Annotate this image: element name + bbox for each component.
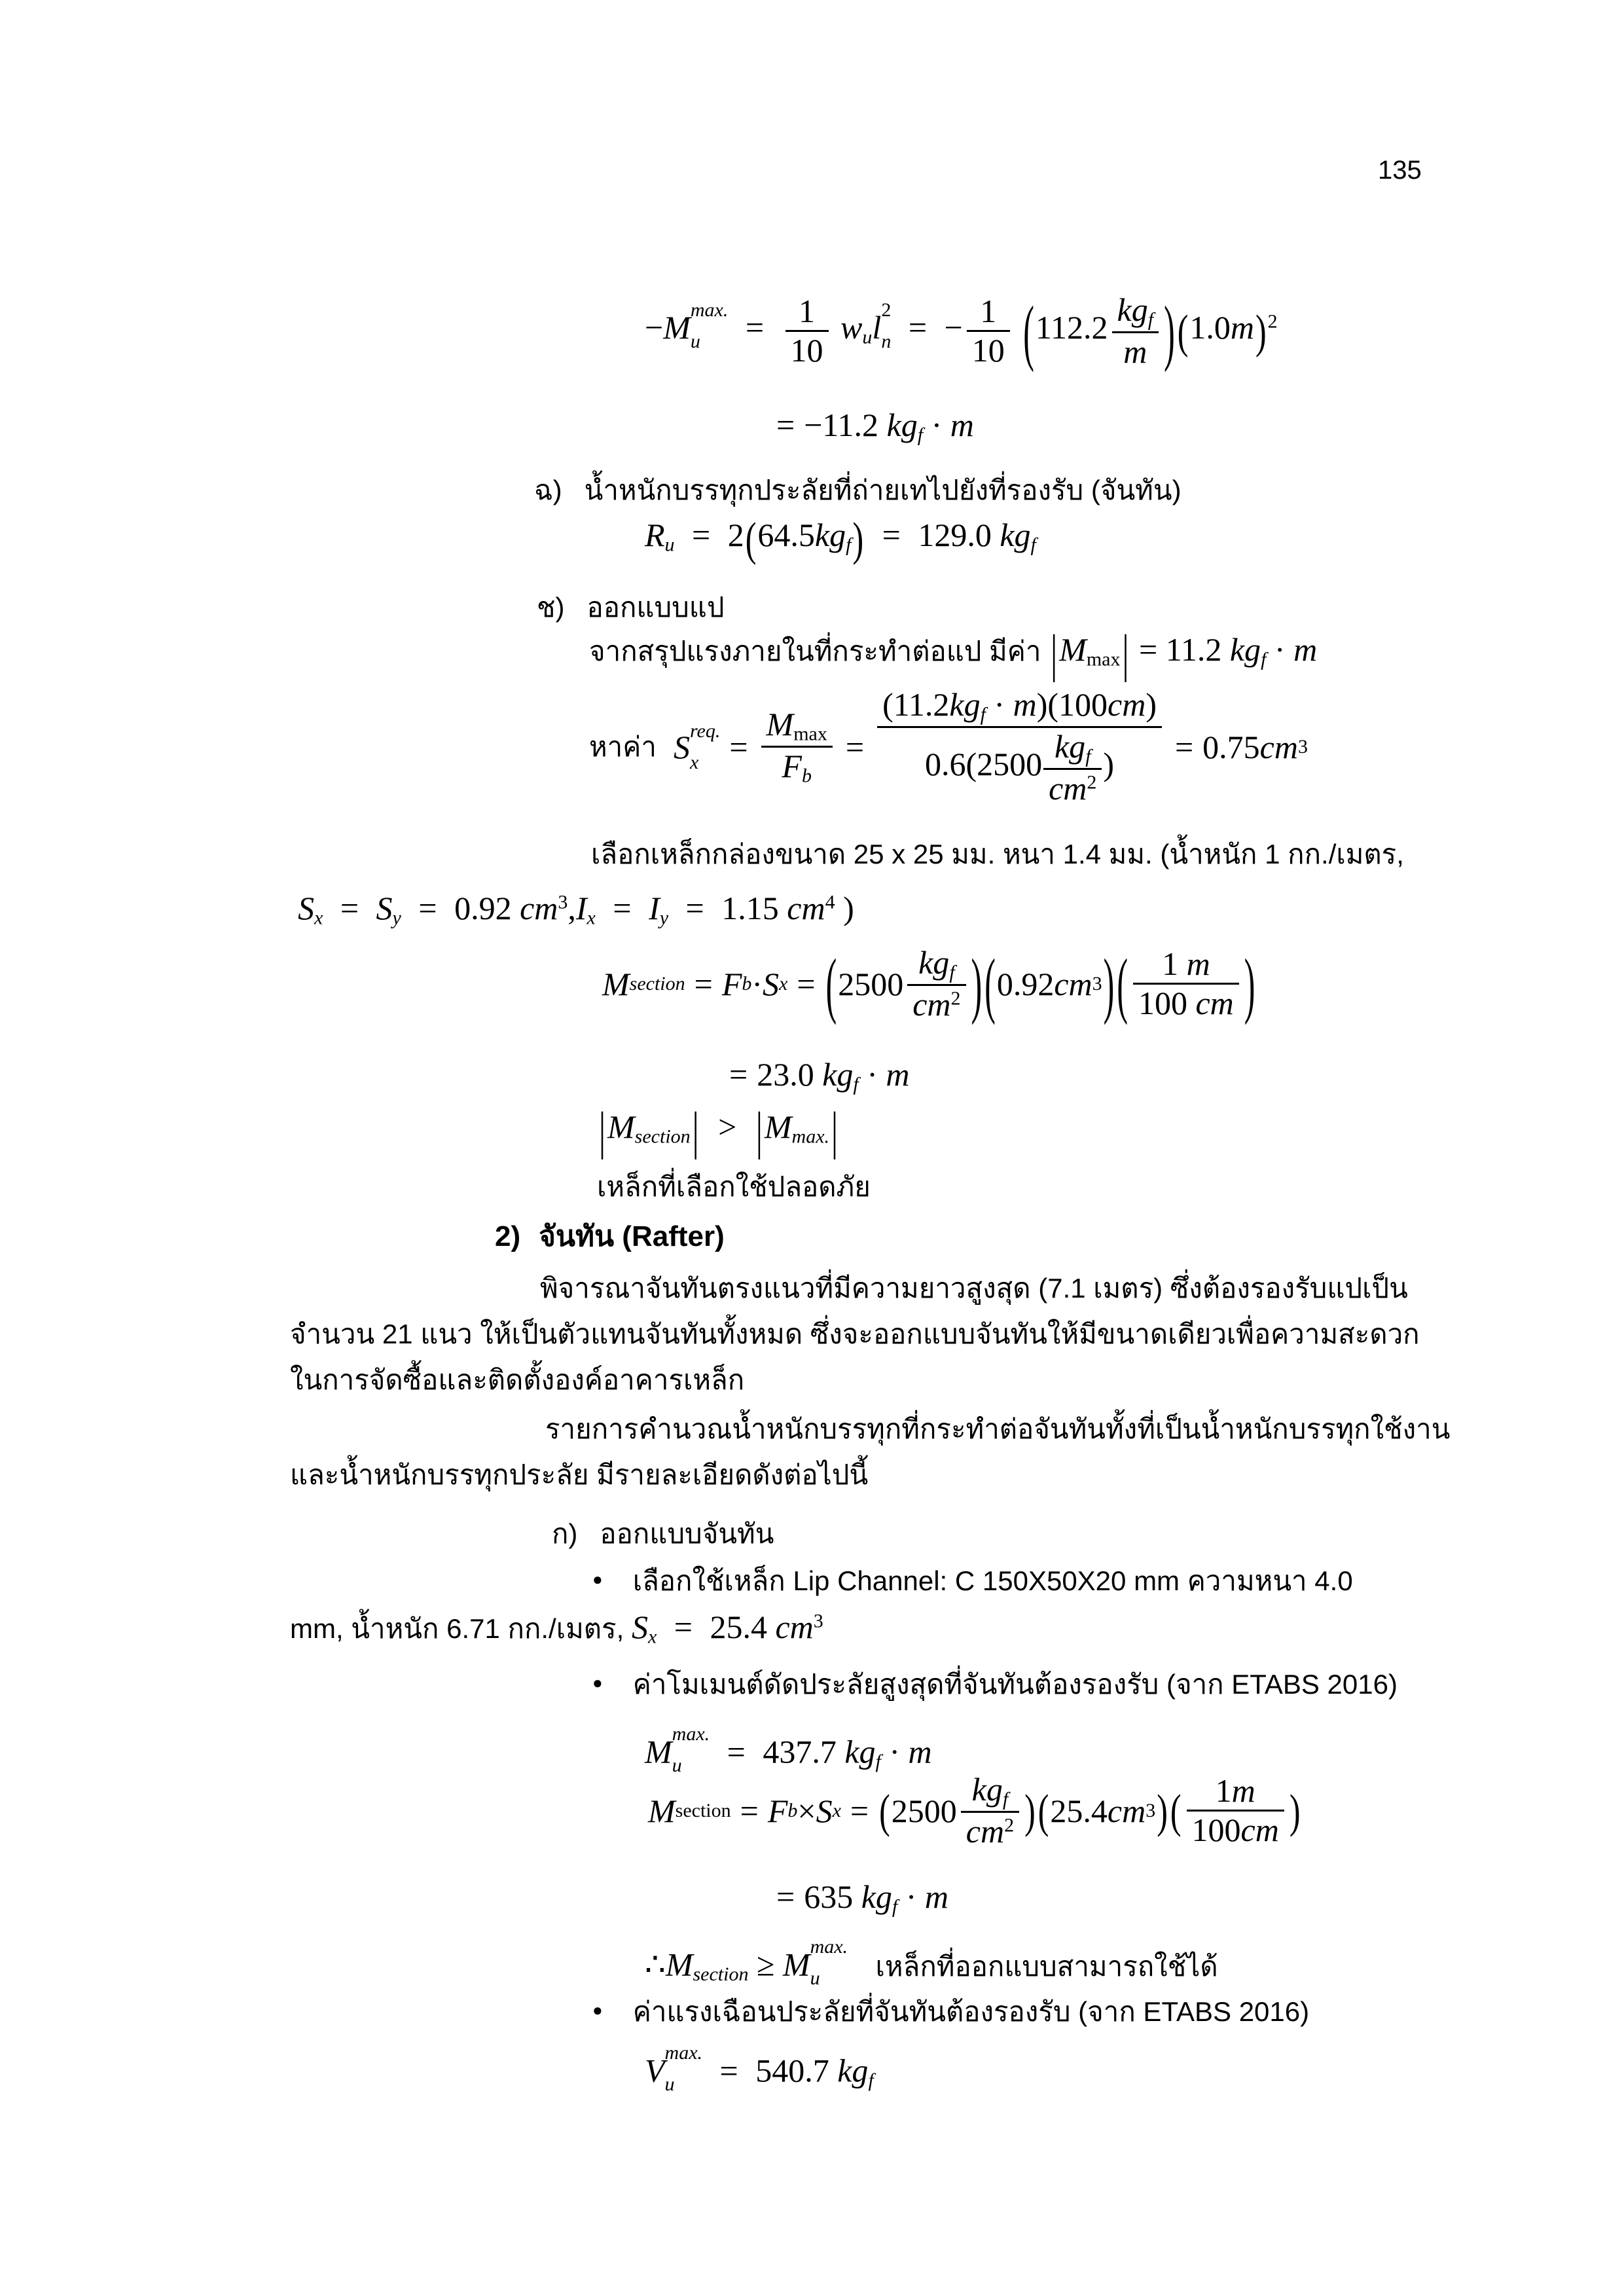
bullet-icon: ● — [592, 2000, 603, 2020]
bullet-text: ค่าโมเมนต์ดัดประลัยสูงสุดที่จันทันต้องรองรับ (จาก ETABS 2016) — [632, 1669, 1398, 1700]
fraction-one-tenth: $\frac{1}{10}$ — [785, 293, 829, 370]
page-number: 135 — [1378, 156, 1422, 185]
coefficient: 112.2 — [1035, 309, 1108, 346]
bullet-text: ค่าแรงเฉือนประลัยที่จันทันต้องรองรับ (จาก ETABS 2016) — [632, 1996, 1310, 2027]
bullet-1-continuation — [290, 1607, 823, 1650]
line-select-box-steel: เลือกเหล็กกล่องขนาด 25 x 25 มม. หนา 1.4 มม. (น้ำหนัก 1 กก./เมตร, — [591, 839, 1404, 869]
big-right-paren: ) — [1164, 289, 1175, 373]
design-ok-text: เหล็กที่ออกแบบสามารถใช้ได้ — [875, 1950, 1218, 1982]
eq-negative-moment: −M max. u = $\frac{1}{10}$ wul 2 n = − $\frac{1}{10}$ (112.2 kgf m )$(1.0m)^2$ — [645, 291, 1278, 371]
heading-text: จันทัน (Rafter) — [539, 1220, 725, 1252]
fraction-Mmax-Fb: Mmax Fb — [761, 706, 833, 788]
item-label: ก) — [552, 1518, 578, 1549]
item-text: น้ำหนักบรรทุกประลัยที่ถ่ายเทไปยังที่รองรับ (จันทัน) — [584, 475, 1182, 505]
therefore-sign: ∴ — [645, 1946, 666, 1983]
eq-max-moment-inline: |Mmax| = 11.2 kgf · m — [1051, 623, 1318, 683]
modulus-value: 25.4 — [710, 1609, 767, 1645]
line-internal-force-summary — [589, 623, 1318, 683]
paragraph-4: รายการคำนวณน้ำหนักบรรทุกที่กระทำต่อจันทันทั้งที่เป็นน้ำหนักบรรทุกใช้งาน — [545, 1413, 1451, 1444]
supsub-max-u: max. u — [672, 1723, 710, 1776]
paragraph-3: ในการจัดซื้อและติดตั้งองค์อาคารเหล็ก — [290, 1364, 745, 1395]
big-left-paren: ( — [1023, 289, 1034, 373]
item-kor — [552, 1512, 774, 1556]
minus-sign: − — [645, 309, 664, 346]
eq-reaction: Ru = 2(64.5kgf) = 129.0 kgf — [645, 511, 1036, 566]
fraction-kgf-per-m: kgf m — [1112, 291, 1159, 371]
dot-operator: · — [931, 407, 943, 443]
bullet-icon: ● — [592, 1673, 603, 1693]
greater-than-sign: > — [718, 1108, 737, 1145]
paragraph-1: พิจารณาจันทันตรงแนวที่มีความยาวสูงสุด (7.1 เมตร) ซึ่งต้องรองรับแปเป็น — [540, 1273, 1408, 1303]
var-S: S — [673, 728, 690, 765]
eq-required-section-modulus: หาค่า S req. x = Mmax Fb = (11.2kgf · m)(100cm) 0.6(2500 kgf $cm^2$ ) = 0.75 cm 3 — [589, 686, 1308, 807]
item-label: ช) — [537, 592, 565, 623]
fraction-1m-per-100cm: 1m 100cm — [1187, 1772, 1284, 1850]
line-steel-safe: เหล็กที่เลือกใช้ปลอดภัย — [597, 1171, 871, 1202]
var-w: w — [840, 309, 863, 346]
heading-number: 2) — [495, 1220, 521, 1252]
fraction-1m-per-100cm: 1 m 100 cm — [1133, 945, 1239, 1023]
paragraph-2: จำนวน 21 แนว ให้เป็นตัวแทนจันทันทั้งหมด ซึ่งจะออกแบบจันทันให้มีขนาดเดียวเพื่อความสะดวก — [290, 1319, 1420, 1349]
bullet-item-3 — [592, 1990, 1309, 2033]
moment-value: 23.0 — [757, 1056, 814, 1093]
exponent-2: 2 — [1267, 310, 1278, 333]
item-text: ออกแบบจันทัน — [600, 1518, 774, 1549]
fraction-moment-over-stress: (11.2kgf · m)(100cm) 0.6(2500 kgf $cm^2$ ) — [877, 686, 1162, 808]
var-R: R — [645, 517, 665, 553]
eq-rafter-modulus-inline: Sx = 25.4 $cm^3$ — [631, 1609, 823, 1648]
moment-value: 635 — [804, 1878, 854, 1915]
item-chor — [537, 586, 725, 629]
moment-value: 11.2 — [1165, 631, 1222, 668]
equals-sign: = — [745, 309, 765, 346]
eq-moment-comparison: |Msection| > |Mmax.| — [599, 1101, 839, 1160]
eq-ultimate-moment: M max. u = 437.7 kgf · m — [645, 1719, 932, 1781]
supsub-req-x: req. x — [689, 720, 721, 773]
equals-sign: = — [908, 309, 928, 346]
fraction-kgf-per-cm2: kgf $cm^2$ — [961, 1771, 1019, 1851]
fraction-one-tenth: $\frac{1}{10}$ — [967, 293, 1010, 370]
eq-section-moment: M section = F b · S x = ( 2500 kgf $cm^2$ ) ( 0.92 cm 3 ) ( 1 m 100 cm ) — [602, 942, 1255, 1025]
times-sign: × — [797, 1792, 816, 1829]
reaction-value: 129.0 — [918, 517, 992, 553]
left-paren: ( — [1177, 304, 1189, 358]
eq-section-moment-result: = 23.0 kgf · m — [729, 1056, 910, 1095]
eq-rafter-section-moment: M section = F b × S x = ( 2500 kgf $cm^2$ ) ( 25.4 cm 3 ) ( 1m 100cm ) — [648, 1771, 1301, 1850]
bullet-item-1 — [592, 1559, 1353, 1603]
eq-moment-check: ∴Msection ≥ M max. u เหล็กที่ออกแบบสามารถใช้ได้ — [645, 1931, 1218, 1994]
item-cho — [534, 469, 1182, 512]
required-modulus-value: 0.75 — [1202, 728, 1260, 765]
bullet-text: เลือกใช้เหล็ก Lip Channel: C 150X50X20 mm ความหนา 4.0 — [632, 1565, 1353, 1596]
supsub-2-n: 2 n — [881, 299, 892, 352]
minus-sign: − — [944, 309, 963, 346]
inertia-value: 1.15 — [721, 890, 779, 926]
var-M: M — [663, 309, 691, 346]
continuation-text: mm, น้ำหนัก 6.71 กก./เมตร, — [290, 1613, 624, 1644]
modulus-value: 0.92 — [454, 890, 512, 926]
paragraph-5: และน้ำหนักบรรทุกประลัย มีรายละเอียดดังต่อไปนี้ — [290, 1459, 869, 1490]
supsub-max-u: max. u — [810, 1936, 848, 1989]
var-l: l — [872, 309, 882, 346]
moment-value: 437.7 — [763, 1733, 837, 1770]
geq-sign: ≥ — [756, 1946, 775, 1983]
supsub-max-u: max. u — [690, 299, 729, 352]
eq-ultimate-shear: V max. u = 540.7 kgf — [645, 2037, 874, 2100]
moment-value: 11.2 — [822, 407, 879, 443]
find-prefix: หาค่า — [589, 731, 657, 762]
summary-text: จากสรุปแรงภายในที่กระทำต่อแป มีค่า — [589, 636, 1041, 666]
right-paren: ) — [1255, 304, 1267, 358]
item-label: ฉ) — [534, 475, 562, 505]
reaction-component: 64.5 — [757, 517, 815, 553]
item-text: ออกแบบแป — [586, 592, 725, 623]
shear-value: 540.7 — [755, 2052, 829, 2089]
eq-section-properties: Sx = Sy = 0.92 $cm^3,Ix = Iy = 1.15$ $cm^4$ ) — [298, 890, 854, 929]
heading-rafter — [495, 1213, 725, 1259]
eq-rafter-section-moment-result: = 635 kgf · m — [776, 1878, 949, 1918]
bullet-item-2 — [592, 1663, 1398, 1706]
fraction-kgf-per-cm2: kgf $cm^2$ — [907, 944, 965, 1024]
bullet-icon: ● — [592, 1569, 603, 1590]
span-length: 1.0 — [1189, 309, 1231, 346]
eq-negative-moment-result: = −11.2 kgf · m — [776, 407, 974, 446]
supsub-max-u: max. u — [664, 2042, 703, 2095]
